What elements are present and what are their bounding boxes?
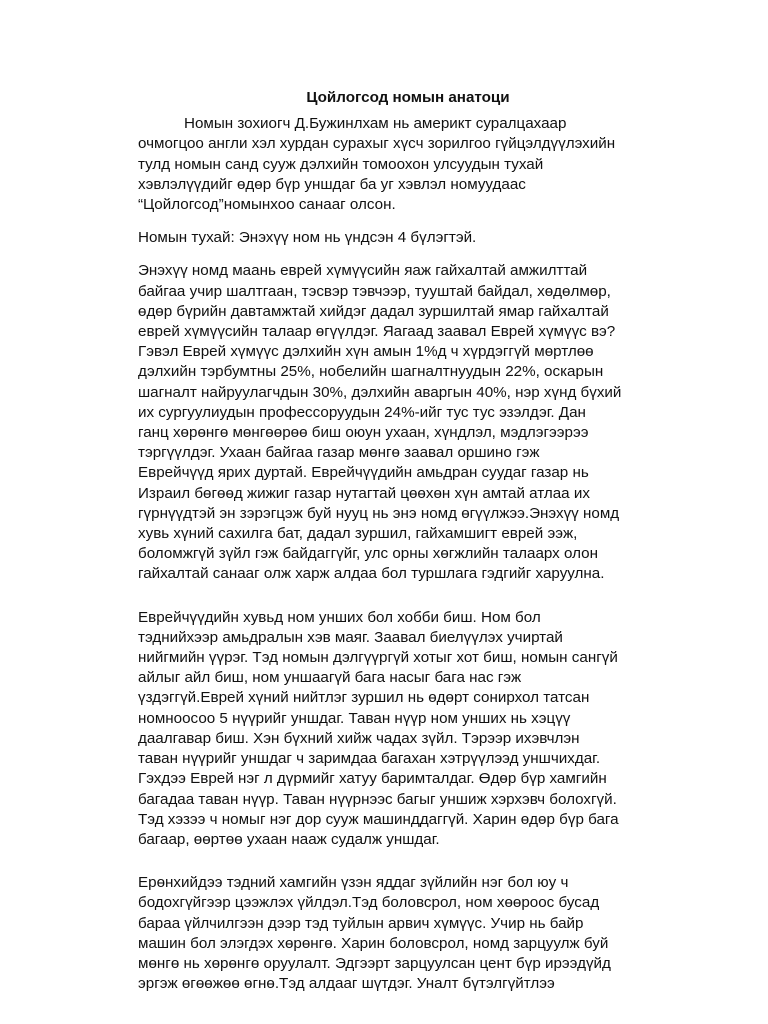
text-line: Номын тухай: Энэхүү ном нь үндсэн 4 бүлэгтэй. bbox=[138, 229, 477, 247]
text-line: багаар, өөртөө ухаан нааж судалж уншдаг. bbox=[138, 830, 440, 848]
text-line: Израил бөгөөд жижиг газар нутагтай цөөхөн хүн амтай атлаа их bbox=[138, 484, 590, 502]
paragraph-reading-habit bbox=[138, 608, 678, 850]
text-line: бодохгүйгээр цээжлэх үйлдэл.Тэд боловсрол, ном хөөроос бусад bbox=[138, 894, 600, 912]
text-line: Еврейчүүд ярих дуртай. Еврейчүүдийн амьдран суудаг газар нь bbox=[138, 464, 589, 482]
text-line: багадаа таван нүүр. Таван нүүрнээс багыг уншиж хэрхэвч болохгүй. bbox=[138, 790, 617, 808]
text-line: их сургуулиудын профессоруудын 24%-ийг тус тус эзэлдэг. Дан bbox=[138, 403, 586, 421]
text-line: гүрнүүдтэй эн зэрэгцэж буй нууц нь энэ номд өгүүлжээ.Энэхүү номд bbox=[138, 504, 620, 522]
text-line: машин бол элэгдэх хөрөнгө. Харин боловсрол, номд зарцуулж буй bbox=[138, 934, 609, 952]
text-line: таван нүүрийг уншдаг ч заримдаа багахан хэтрүүлээд уншчихдаг. bbox=[138, 750, 601, 768]
text-line: боломжгүй зүйл гэж байдаггүйг, улс орны хөгжлийн талаарх олон bbox=[138, 545, 598, 563]
text-line: гайхалтай санааг олж харж алдаа бол туршлага гэдгийг харуулна. bbox=[138, 565, 605, 583]
text-line: Гэвэл Еврей хүмүүс дэлхийн хүн амын 1%д ч хүрдэггүй мөртлөө bbox=[138, 343, 594, 361]
text-line: өдөр бүрийн давтамжтай хийдэг дадал зуршилтай ямар гайхалтай bbox=[138, 302, 609, 320]
text-line: нийгмийн үүрэг. Тэд номын дэлгүүргүй хотыг хот биш, номын сангүй bbox=[138, 649, 618, 667]
paragraph-about bbox=[138, 228, 678, 248]
text-line: ганц хөрөнгө мөнгөөрөө биш оюун ухаан, хүндлэл, мэдлэгээрээ bbox=[138, 424, 589, 442]
text-line: мөнгө нь хөрөнгө оруулалт. Эдгээрт зарцуулсан цент бүр ирээдүйд bbox=[138, 954, 611, 972]
text-line: шагналт найруулагчдын 30%, дэлхийн аваргын 40%, нэр хүнд бүхий bbox=[138, 383, 622, 401]
text-line: дэлхийн тэрбумтны 25%, нобелийн шагналтнуудын 22%, оскарын bbox=[138, 363, 604, 381]
text-line: хэвлэлүүдийг өдөр бүр уншдаг ба уг хэвлэл номуудаас bbox=[138, 175, 526, 193]
document-title: Цойлогсод номын анатоци bbox=[306, 89, 510, 106]
text-line: Тэд хэзээ ч номыг нэг дор сууж машинддаггүй. Харин өдөр бүр бага bbox=[138, 810, 619, 828]
paragraph-education bbox=[138, 873, 678, 994]
paragraph-summary bbox=[138, 261, 678, 584]
text-line: айлыг айл биш, ном уншаагүй бага насыг бага нас гэж bbox=[138, 669, 522, 687]
text-line: тулд номын санд сууж дэлхийн томоохон улсуудын тухай bbox=[138, 155, 544, 173]
document-body bbox=[138, 88, 678, 994]
text-line: тэднийхээр амьдралын хэв маяг. Заавал биелүүлэх учиртай bbox=[138, 628, 563, 646]
text-line: Гэхдээ Еврей нэг л дүрмийг хатуу баримталдаг. Өдөр бүр хамгийн bbox=[138, 770, 607, 788]
text-line: Номын зохиогч Д.Бужинлхам нь америкт суралцахаар bbox=[184, 115, 567, 133]
text-line: Еврейчүүдийн хувьд ном унших бол хобби биш. Ном бол bbox=[138, 608, 541, 626]
text-line: Энэхүү номд маань еврей хүмүүсийн яаж гайхалтай амжилттай bbox=[138, 262, 588, 280]
text-line: байгаа учир шалтгаан, тэсвэр тэвчээр, тууштай байдал, хөдөлмөр, bbox=[138, 282, 611, 300]
text-line: очмогцоо англи хэл хурдан сурахыг хүсч зорилгоо гүйцэлдүүлэхийн bbox=[138, 135, 616, 153]
text-line: эргэж өгөөжөө өгнө.Тэд алдааг шүтдэг. Уналт бүтэлгүйтлээ bbox=[138, 975, 555, 993]
text-line: тэргүүлдэг. Ухаан байгаа газар мөнгө заавал оршино гэж bbox=[138, 444, 540, 462]
text-line: номноосоо 5 нүүрийг уншдаг. Таван нүүр ном унших нь хэцүү bbox=[138, 709, 571, 727]
text-line: еврей хүмүүсийн талаар өгүүлдэг. Яагаад заавал Еврей хүмүүс вэ? bbox=[138, 323, 616, 341]
text-line: хувь хүний сахилга бат, дадал зуршил, гайхамшигт еврей ээж, bbox=[138, 525, 578, 543]
text-line: “Цойлогсод”номынхоо санааг олсон. bbox=[138, 196, 396, 214]
text-line: Ерөнхийдээ тэдний хамгийн үзэн яддаг зүйлийн нэг бол юу ч bbox=[138, 874, 569, 892]
text-line: үздэггүй.Еврей хүний нийтлэг зуршил нь өдөрт сонирхол татсан bbox=[138, 689, 590, 707]
text-line: бараа үйлчилгээн дээр тэд туйлын арвич хүмүүс. Учир нь байр bbox=[138, 914, 584, 932]
paragraph-intro bbox=[138, 114, 678, 215]
text-line: даалгавар биш. Хэн бүхний хийж чадах зүйл. Тэрээр ихэвчлэн bbox=[138, 729, 580, 747]
